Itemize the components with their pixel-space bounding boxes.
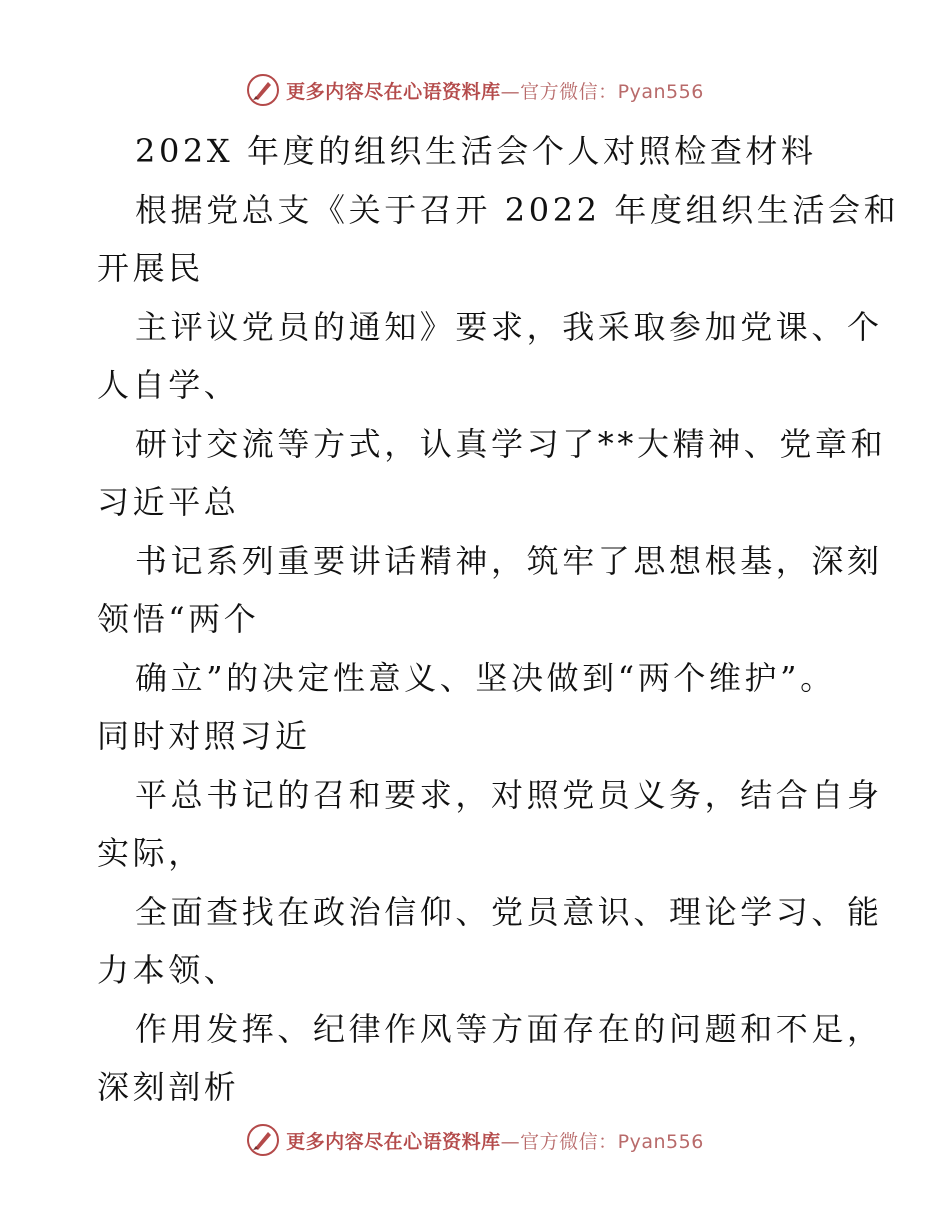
- paragraph-line: 习近平总: [97, 483, 240, 521]
- quill-pen-logo-icon: [246, 1123, 280, 1157]
- paragraph-line: 全面查找在政治信仰、党员意识、理论学习、能: [135, 892, 883, 931]
- paragraph-line: 根据党总支《关于召开 2022 年度组织生活会和: [135, 190, 900, 229]
- watermark-wechat-text: —官方微信：Pyan556: [500, 80, 704, 103]
- paragraph-line: 主评议党员的通知》要求，我采取参加党课、个: [135, 307, 883, 346]
- paragraph-line: 同时对照习近: [97, 717, 311, 755]
- watermark-wechat-text: —官方微信：Pyan556: [500, 1130, 704, 1153]
- paragraph-line: 研讨交流等方式，认真学习了**大精神、党章和: [135, 424, 887, 463]
- paragraph-line: 领悟“两个: [97, 600, 260, 638]
- paragraph-line: 开展民: [97, 249, 204, 287]
- watermark-main-text: 更多内容尽在心语资料库: [286, 80, 501, 103]
- paragraph-line: 深刻剖析: [97, 1068, 240, 1106]
- document-title-line: 202X 年度的组织生活会个人对照检查材料: [135, 132, 817, 170]
- header-watermark-banner: [0, 70, 950, 110]
- footer-watermark-banner: [0, 1120, 950, 1160]
- document-body: [97, 122, 900, 1117]
- paragraph-line: 确立”的决定性意义、坚决做到“两个维护”。: [135, 658, 836, 697]
- paragraph-line: 人自学、: [97, 366, 240, 404]
- watermark-main-text: 更多内容尽在心语资料库: [286, 1130, 501, 1153]
- paragraph-line: 作用发挥、纪律作风等方面存在的问题和不足，: [135, 1009, 883, 1048]
- watermark-text: [286, 77, 704, 104]
- quill-pen-logo-icon: [246, 73, 280, 107]
- paragraph-line: 书记系列重要讲话精神，筑牢了思想根基，深刻: [135, 541, 883, 580]
- paragraph-line: 实际，: [97, 834, 204, 872]
- paragraph-line: 力本领、: [97, 951, 240, 989]
- watermark-text: [286, 1127, 704, 1154]
- paragraph-line: 平总书记的召和要求，对照党员义务，结合自身: [135, 775, 883, 814]
